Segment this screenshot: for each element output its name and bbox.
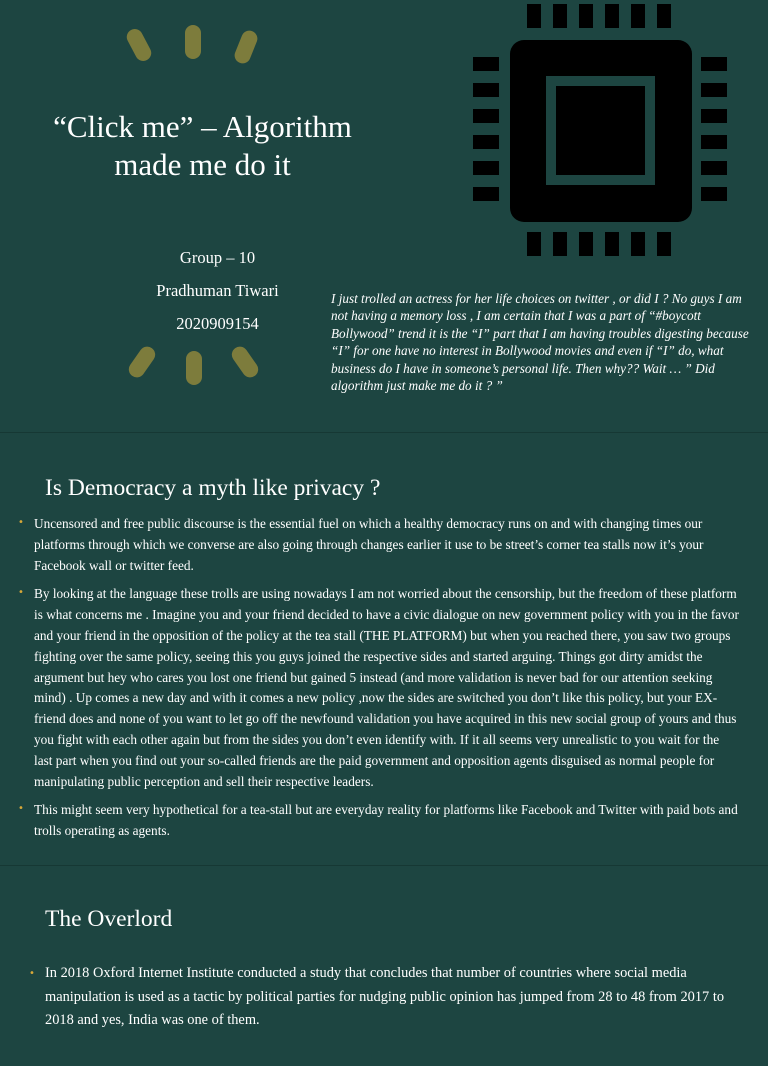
decorative-dash-top-center	[185, 25, 201, 59]
bullet-icon: •	[29, 968, 35, 979]
bullet-list	[29, 962, 741, 1033]
processor-chip-icon	[466, 0, 736, 262]
bullet-list	[18, 514, 740, 850]
slide-heading: The Overlord	[45, 906, 173, 932]
bullet-icon: •	[18, 517, 24, 528]
decorative-dash-top-left	[124, 26, 154, 64]
title-slide	[0, 0, 768, 432]
list-item	[29, 962, 741, 1033]
democracy-slide	[0, 433, 768, 865]
bullet-text: This might seem very hypothetical for a tea-stall but are everyday reality for platforms like Facebook and Twitter with paid bots and trolls operating as agents.	[34, 802, 738, 839]
slide-heading: Is Democracy a myth like privacy ?	[45, 475, 381, 501]
group-label: Group – 10	[179, 248, 256, 267]
decorative-dash-bottom-center	[186, 351, 202, 385]
decorative-dash-top-right	[232, 28, 260, 66]
bullet-text: Uncensored and free public discourse is the essential fuel on which a healthy democracy runs on and with changing times our platforms through which we converse are also going through changes earlier it use to be street’s corner tea stalls now it’s your Facebook wall or twitter feed.	[34, 516, 704, 573]
bullet-text: In 2018 Oxford Internet Institute conducted a study that concludes that number of countries where social media manipulation is used as a tactic by political parties for nudging public opinion has jumped from 28 to 48 from 2017 to 2018 and yes, India was one of them.	[45, 965, 725, 1029]
author-name: Pradhuman Tiwari	[156, 281, 279, 300]
quote-paragraph: I just trolled an actress for her life choices on twitter , or did I ? No guys I am not having a memory loss , I am certain that I was a part of “#boycott Bollywood” trend it is the “I” part that I am having troubles digesting because “I” for one have no interest in Bollywood movies and even if “I” do, what business do I have in someone’s personal life. Then why?? Wait … ” Did algorithm just make me do it ? ”	[331, 291, 749, 394]
slide-title: “Click me” – Algorithm made me do it	[53, 109, 352, 182]
bullet-icon: •	[18, 587, 24, 599]
list-item	[18, 584, 740, 792]
decorative-dash-bottom-right	[229, 343, 262, 380]
list-item	[18, 800, 740, 842]
overlord-slide	[0, 866, 768, 1066]
bullet-text: By looking at the language these trolls are using nowadays I am not worried about the censorship, but the freedom of these platform is what concerns me . Imagine you and your friend decided to have a civic dialogue on new government policy with you in the favor and your friend in the opposition of the policy at the tea stall (THE PLATFORM) but when you reached there, you saw two groups fighting over the same policy, seeing this you guys joined the respective sides and started arguing. Things got dirty amidst the argument but hey who cares you lost one friend but gained 5 instead (and more validation is never bad for our attention seeking mind) . Up comes a new day and with it comes a new policy ,now the sides are switched you don’t like this policy, but your EX-friend does and none of you want to let go off the newfound validation you have acquired in this new social group of yours and thus you fight with each other again but from the sides you don’t even identify with. If it all seems very unrealistic to you wait for the last part when you find out your so-called friends are the paid government and opposition agents disguised as normal people for manipulating public perception and sell their respective leaders.	[34, 586, 739, 789]
decorative-dash-bottom-left	[126, 343, 159, 380]
bullet-icon: •	[18, 803, 24, 815]
quote-text	[331, 290, 751, 402]
roll-number: 2020909154	[176, 314, 259, 333]
list-item	[18, 514, 740, 576]
